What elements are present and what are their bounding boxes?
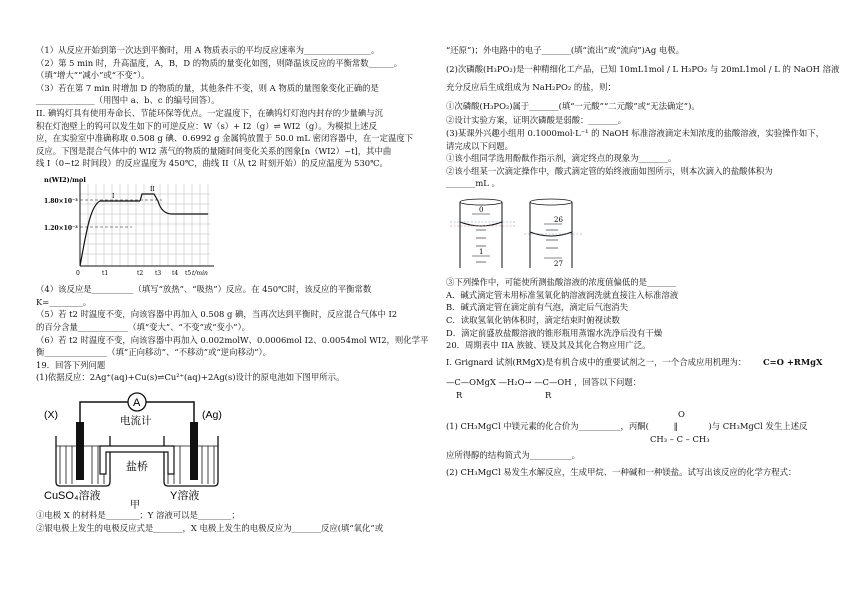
titration-q1: ①该小组同学选用酚酞作指示剂，滴定终点的现象为_______。 xyxy=(446,153,677,164)
grignard-mechanism-tail: ，回答以下问题： xyxy=(574,377,642,388)
burette-mark-26: 26 xyxy=(554,216,563,225)
question-5-line1: （5）若 t2 时温度不变，向该容器中再加入 0.508 g 碘，当再次达到平衡时，反应混合气体中 I2 xyxy=(36,309,398,320)
grignard-q1-line2: 应所得醇的结构简式为__________。 xyxy=(446,450,580,461)
chart-grid xyxy=(80,184,210,266)
x-axis-label: t/min xyxy=(192,270,208,278)
x-tick-t5: t5 xyxy=(185,270,192,278)
question-2-line2: （填“增大”“减小”或“不变”）。 xyxy=(36,70,150,81)
ammeter-symbol: A xyxy=(133,396,141,409)
acetone-oxygen: O xyxy=(678,408,685,419)
grignard-q2: (2) CH₃MgCl 易发生水解反应，生成甲烷、一种碱和一种镁盐。试写出该反应的化学方程式： xyxy=(446,467,797,478)
grignard-intro xyxy=(446,356,841,369)
question-5-line2: 的百分含量____________（填“变大”、“不变”或“变小”）。 xyxy=(36,321,251,332)
question-1: （1）从反应开始到第一次达到平衡时，用 A 物质表示的平均反应速率为________________。 xyxy=(36,45,380,55)
burette-right-top xyxy=(530,199,572,205)
titration-line-1: (3)某课外兴趣小组用 0.1000mol·L⁻¹ 的 NaOH 标准溶液滴定未知浓度的盐酸溶液，实验操作如下， xyxy=(446,128,824,139)
grignard-q1-text-b: )与 CH₃MgCl 发生上述反 xyxy=(708,421,808,432)
right-line-1: “还原”)；外电路中的电子_______(填“流出”或“流向”)Ag 电极。 xyxy=(446,45,684,55)
grignard-q1-line1 xyxy=(446,420,841,433)
burette-mark-0: 0 xyxy=(479,206,484,215)
option-b: B．碱式滴定管在滴定前有气泡，滴定后气泡消失 xyxy=(446,302,629,313)
ag-electrode xyxy=(190,422,198,480)
question-19-title: 19．回答下列问题 xyxy=(36,359,106,370)
x-electrode-label: (X) xyxy=(44,408,58,421)
curve-label-II: II xyxy=(150,186,155,194)
option-d: D．滴定前盛放盐酸溶液的锥形瓶用蒸馏水洗净后没有干燥 xyxy=(446,327,663,338)
question-3-line2: ______________（用图中 a、b、c 的编号回答）。 xyxy=(36,95,220,106)
titration-q2-blank: _______mL 。 xyxy=(446,178,500,189)
x-tick-t3: t3 xyxy=(155,270,162,278)
burette-mark-27: 27 xyxy=(554,260,563,269)
curve-I xyxy=(80,201,140,266)
galvanic-cell-figure xyxy=(42,384,242,509)
option-a: A．碱式滴定管未用标准氢氧化钠溶液润洗就直接注入标准溶液 xyxy=(446,289,679,300)
cell-svg xyxy=(42,384,242,509)
salt-bridge-label: 盐桥 xyxy=(126,460,148,473)
mechanism-r-right: R xyxy=(544,389,552,400)
burette-svg xyxy=(446,194,586,272)
chart-svg xyxy=(42,174,222,279)
acetone-double-bond: ‖ xyxy=(673,421,678,432)
question-2-line1: （2）第 5 min 时，升高温度，A，B，D 的物质的量变化如图，则降温该反应的平衡常数______。 xyxy=(36,57,403,68)
left-solution-label: CuSO₄溶液 xyxy=(44,489,101,502)
question-4-line1: （4）该反应是__________（填写“放热”、“吸热”）反应。在 450℃时，该反应的平衡常数 xyxy=(36,284,372,295)
right-column xyxy=(446,0,841,479)
burette-left-top xyxy=(460,199,502,205)
hypophosphorous-q2: ②设计实验方案，证明次磷酸是弱酸：_______。 xyxy=(446,115,627,126)
grignard-intro-formula: C=O +RMgX xyxy=(762,356,823,367)
left-column xyxy=(36,0,429,534)
mechanism-r-left: R xyxy=(456,389,463,400)
ammeter-label: 电流计 xyxy=(120,414,152,427)
grignard-mechanism-formula: —C—OMgX —H₂O→ —C—OH xyxy=(446,377,572,388)
question-4-line2: K=________。 xyxy=(36,296,92,307)
grignard-mechanism-r xyxy=(446,389,841,402)
wire-right xyxy=(146,402,194,422)
part2-line1: II. 碘钨灯具有使用寿命长、节能环保等优点。一定温度下，在碘钨灯灯泡内封存的少量碘与沉 xyxy=(36,108,383,119)
hypophosphorous-line-1: (2)次磷酸(H₃PO₂)是一种精细化工产品，已知 10mL1mol / L H₃PO₂ 与 20mL1mol / L 的 NaOH 溶液 xyxy=(446,63,840,74)
part2-line2: 积在灯泡壁上的钨可以发生如下的可逆反应：W（s）+ I2（g）⇌ WI2（g）。为模拟上述反 xyxy=(36,120,378,131)
y-tick-1: 1.80×10⁻³ xyxy=(44,198,78,206)
right-solution-label: Y溶液 xyxy=(170,489,200,502)
wi2-time-chart xyxy=(42,174,222,279)
grignard-q1-text: (1) CH₃MgCl 中镁元素的化合价为__________，丙酮( xyxy=(446,421,649,432)
x-tick-t4: t4 xyxy=(172,270,179,278)
question-3-line1: （3）若在第 7 min 时增加 D 的物质的量，其他条件不变，则 A 物质的量图象变化正确的是 xyxy=(36,82,379,93)
y-tick-2: 1.20×10⁻³ xyxy=(44,225,78,233)
grignard-mechanism xyxy=(446,376,841,389)
question-6-line1: （6）若 t2 时温度不变，向该容器中再加入 0.002molW、0.0006mol I2、0.0054mol WI2，则化学平 xyxy=(36,334,429,345)
titration-q2: ②该小组某一次滴定操作中，酸式滴定管的始终液面如图所示，则本次滴入的盐酸体积为 xyxy=(446,165,773,176)
x-tick-0: 0 xyxy=(76,270,80,278)
grignard-intro-text: I. Grignard 试剂(RMgX)是有机合成中的重要试剂之一，一个合成应用机理为： xyxy=(446,356,747,367)
titration-line-2: 请完成以下问题。 xyxy=(446,140,513,151)
acetone-chain: CH₃ – C – CH₃ xyxy=(650,433,710,444)
hypophosphorous-line-2: 充分反应后生成组成为 NaH₂PO₂ 的盐，则： xyxy=(446,82,616,93)
burette-figure xyxy=(446,194,586,272)
figure-caption: 甲 xyxy=(130,499,140,509)
x-tick-t2: t2 xyxy=(137,270,144,278)
x-tick-t1: t1 xyxy=(102,270,109,278)
ag-electrode-label: (Ag) xyxy=(202,408,222,421)
question-20-title: 20．周期表中 IIA 族铍、镁及其及其化合物应用广泛。 xyxy=(446,340,651,351)
curve-label-I: I xyxy=(112,193,115,201)
x-electrode xyxy=(76,422,84,480)
question-19-part1: (1)依据反应：2Ag⁺(aq)+Cu(s)⇌Cu²⁺(aq)+2Ag(s)设计的原电池如下图甲所示。 xyxy=(36,372,345,383)
part2-line3: 应，在实验室中准确称取 0.508 g 碘、0.6992 g 金属钨放置于 50.0 mL 密闭容器中，在一定温度下 xyxy=(36,133,414,144)
part2-line4: 反应。下图是混合气体中的 WI2 蒸气的物质的量随时间变化关系的图象[n（WI2）~t]，其中曲 xyxy=(36,145,392,156)
burette-left-meniscus xyxy=(460,222,502,226)
hypophosphorous-q1: ①次磷酸(H₃PO₂)属于_______(填“一元酸”“二元酸”或“无法确定”)。 xyxy=(446,100,700,111)
part2-line5: 线 I（0~t2 时间段）的反应温度为 450℃，曲线 II（从 t2 时刻开始）的反应温度为 530℃。 xyxy=(36,158,388,169)
burette-mark-1: 1 xyxy=(479,248,484,257)
burette-right-scale xyxy=(544,224,562,258)
question-6-line2: 衡_______________（填“正向移动”、“不移动”或“逆向移动”）。 xyxy=(36,347,272,358)
titration-q3: ③下列操作中，可能使所测盐酸溶液的浓度值偏低的是_______ xyxy=(446,277,677,288)
y-axis-label: n(WI2)/mol xyxy=(44,176,86,185)
question-19-b: ②银电极上发生的电极反应式是_______，X 电极上发生的电极反应为_______反应(填“氧化”或 xyxy=(36,522,384,533)
question-19-a: ①电极 X 的材料是________；Y 溶液可以是________； xyxy=(36,509,240,520)
option-c: C．读取氢氧化钠体积时，滴定结束时俯视读数 xyxy=(446,314,620,325)
